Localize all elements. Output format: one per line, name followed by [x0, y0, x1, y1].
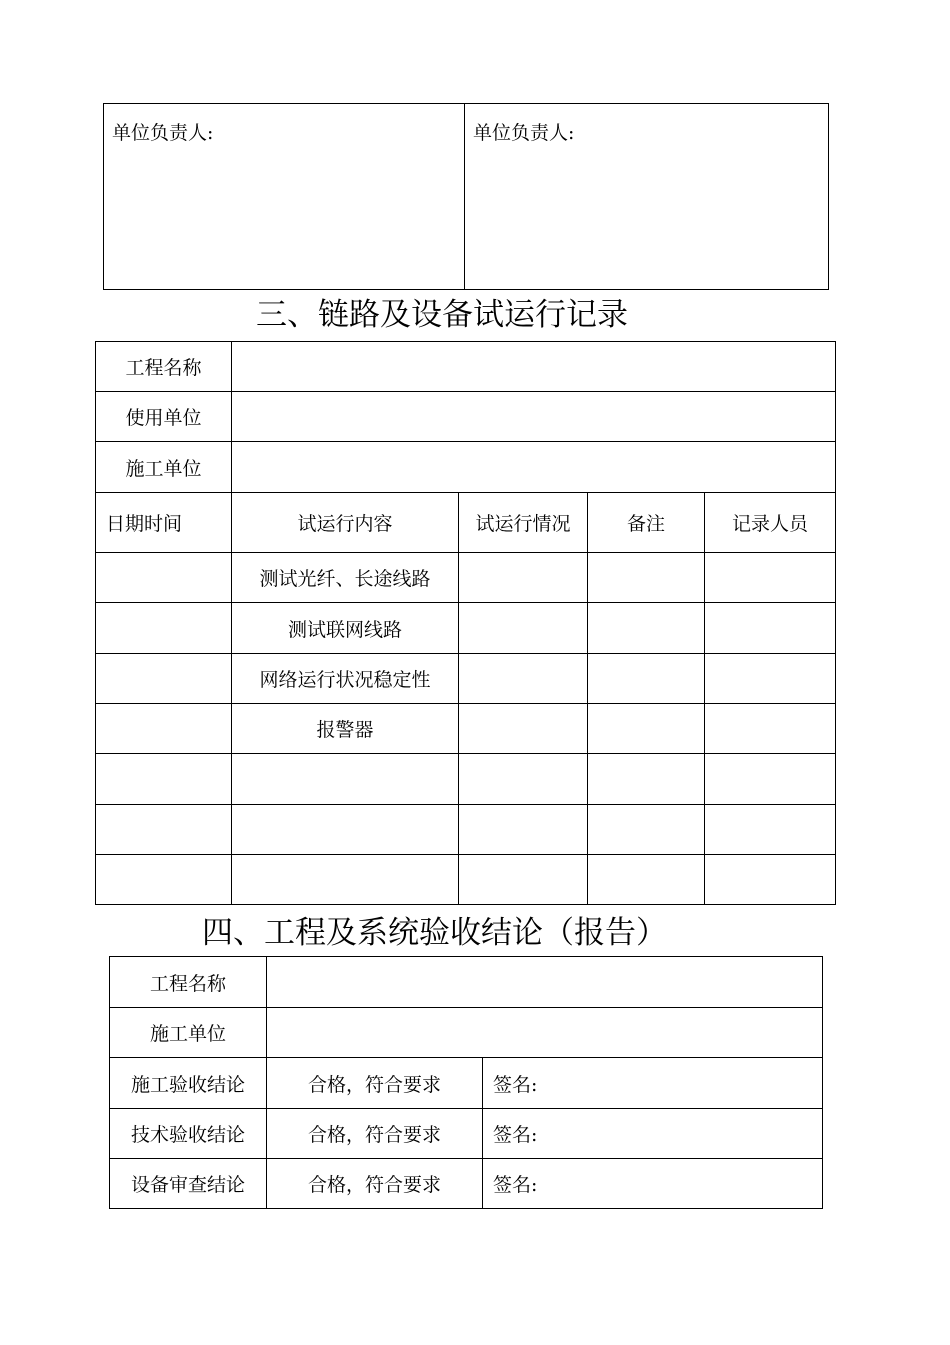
row-datetime-cell[interactable]: [96, 654, 232, 704]
header-recorder: 记录人员: [705, 493, 836, 553]
table-row: [96, 603, 836, 654]
row-status-cell[interactable]: [459, 855, 588, 905]
row-content-cell: 网络运行状况稳定性: [232, 654, 459, 704]
conclusion-row: [110, 1109, 823, 1159]
row-datetime-cell[interactable]: [96, 603, 232, 654]
row-status-cell[interactable]: [459, 603, 588, 654]
construction-unit-label: 施工单位: [96, 442, 232, 493]
row-status-cell[interactable]: [459, 754, 588, 805]
row-recorder-cell[interactable]: [705, 553, 836, 603]
row-status-cell[interactable]: [459, 704, 588, 754]
user-unit-field[interactable]: [232, 392, 836, 442]
conclusion-label: 设备审查结论: [110, 1159, 267, 1209]
responsible-person-table: [103, 103, 829, 290]
row-recorder-cell[interactable]: [705, 603, 836, 654]
conclusion-result: 合格，符合要求: [267, 1109, 483, 1159]
row-content-cell: 测试联网线路: [232, 603, 459, 654]
conclusion-result: 合格，符合要求: [267, 1058, 483, 1109]
row-datetime-cell[interactable]: [96, 855, 232, 905]
row-status-cell[interactable]: [459, 805, 588, 855]
row-remarks-cell[interactable]: [588, 805, 705, 855]
conclusion-label: 技术验收结论: [110, 1109, 267, 1159]
table-row: [96, 704, 836, 754]
row-recorder-cell[interactable]: [705, 855, 836, 905]
row-status-cell[interactable]: [459, 553, 588, 603]
table-row: [96, 553, 836, 603]
row-remarks-cell[interactable]: [588, 754, 705, 805]
header-trial-content: 试运行内容: [232, 493, 459, 553]
section4-title: 四、工程及系统验收结论（报告）: [202, 915, 667, 951]
row-datetime-cell[interactable]: [96, 704, 232, 754]
right-responsible-cell[interactable]: [465, 104, 829, 290]
left-responsible-cell[interactable]: [104, 104, 465, 290]
acceptance-conclusion-table: [109, 956, 823, 1209]
s4-project-name-field[interactable]: [267, 957, 823, 1008]
table-row: [96, 654, 836, 704]
row-content-cell: 报警器: [232, 704, 459, 754]
section3-title: 三、链路及设备试运行记录: [256, 297, 628, 333]
s4-construction-unit-field[interactable]: [267, 1008, 823, 1058]
header-remarks: 备注: [588, 493, 705, 553]
row-remarks-cell[interactable]: [588, 704, 705, 754]
row-content-cell[interactable]: [232, 754, 459, 805]
signature-field[interactable]: 签名:: [483, 1058, 823, 1109]
row-recorder-cell[interactable]: [705, 704, 836, 754]
row-datetime-cell[interactable]: [96, 553, 232, 603]
header-datetime: 日期时间: [96, 493, 232, 553]
row-content-cell[interactable]: [232, 855, 459, 905]
row-content-cell[interactable]: [232, 805, 459, 855]
conclusion-result: 合格，符合要求: [267, 1159, 483, 1209]
row-status-cell[interactable]: [459, 654, 588, 704]
row-recorder-cell[interactable]: [705, 805, 836, 855]
row-content-cell: 测试光纤、长途线路: [232, 553, 459, 603]
row-datetime-cell[interactable]: [96, 754, 232, 805]
row-remarks-cell[interactable]: [588, 855, 705, 905]
left-responsible-label: 单位负责人:: [112, 122, 214, 144]
user-unit-label: 使用单位: [96, 392, 232, 442]
project-name-field[interactable]: [232, 342, 836, 392]
table-row: [96, 855, 836, 905]
project-name-label: 工程名称: [96, 342, 232, 392]
conclusion-row: [110, 1058, 823, 1109]
row-datetime-cell[interactable]: [96, 805, 232, 855]
header-trial-status: 试运行情况: [459, 493, 588, 553]
table-row: [96, 754, 836, 805]
row-remarks-cell[interactable]: [588, 654, 705, 704]
right-responsible-label: 单位负责人:: [473, 122, 575, 144]
s4-construction-unit-label: 施工单位: [110, 1008, 267, 1058]
row-remarks-cell[interactable]: [588, 553, 705, 603]
row-remarks-cell[interactable]: [588, 603, 705, 654]
table-row: [96, 805, 836, 855]
conclusion-row: [110, 1159, 823, 1209]
s4-project-name-label: 工程名称: [110, 957, 267, 1008]
row-recorder-cell[interactable]: [705, 754, 836, 805]
row-recorder-cell[interactable]: [705, 654, 836, 704]
signature-field[interactable]: 签名:: [483, 1109, 823, 1159]
construction-unit-field[interactable]: [232, 442, 836, 493]
signature-field[interactable]: 签名:: [483, 1159, 823, 1209]
conclusion-label: 施工验收结论: [110, 1058, 267, 1109]
trial-run-table: [95, 341, 836, 905]
